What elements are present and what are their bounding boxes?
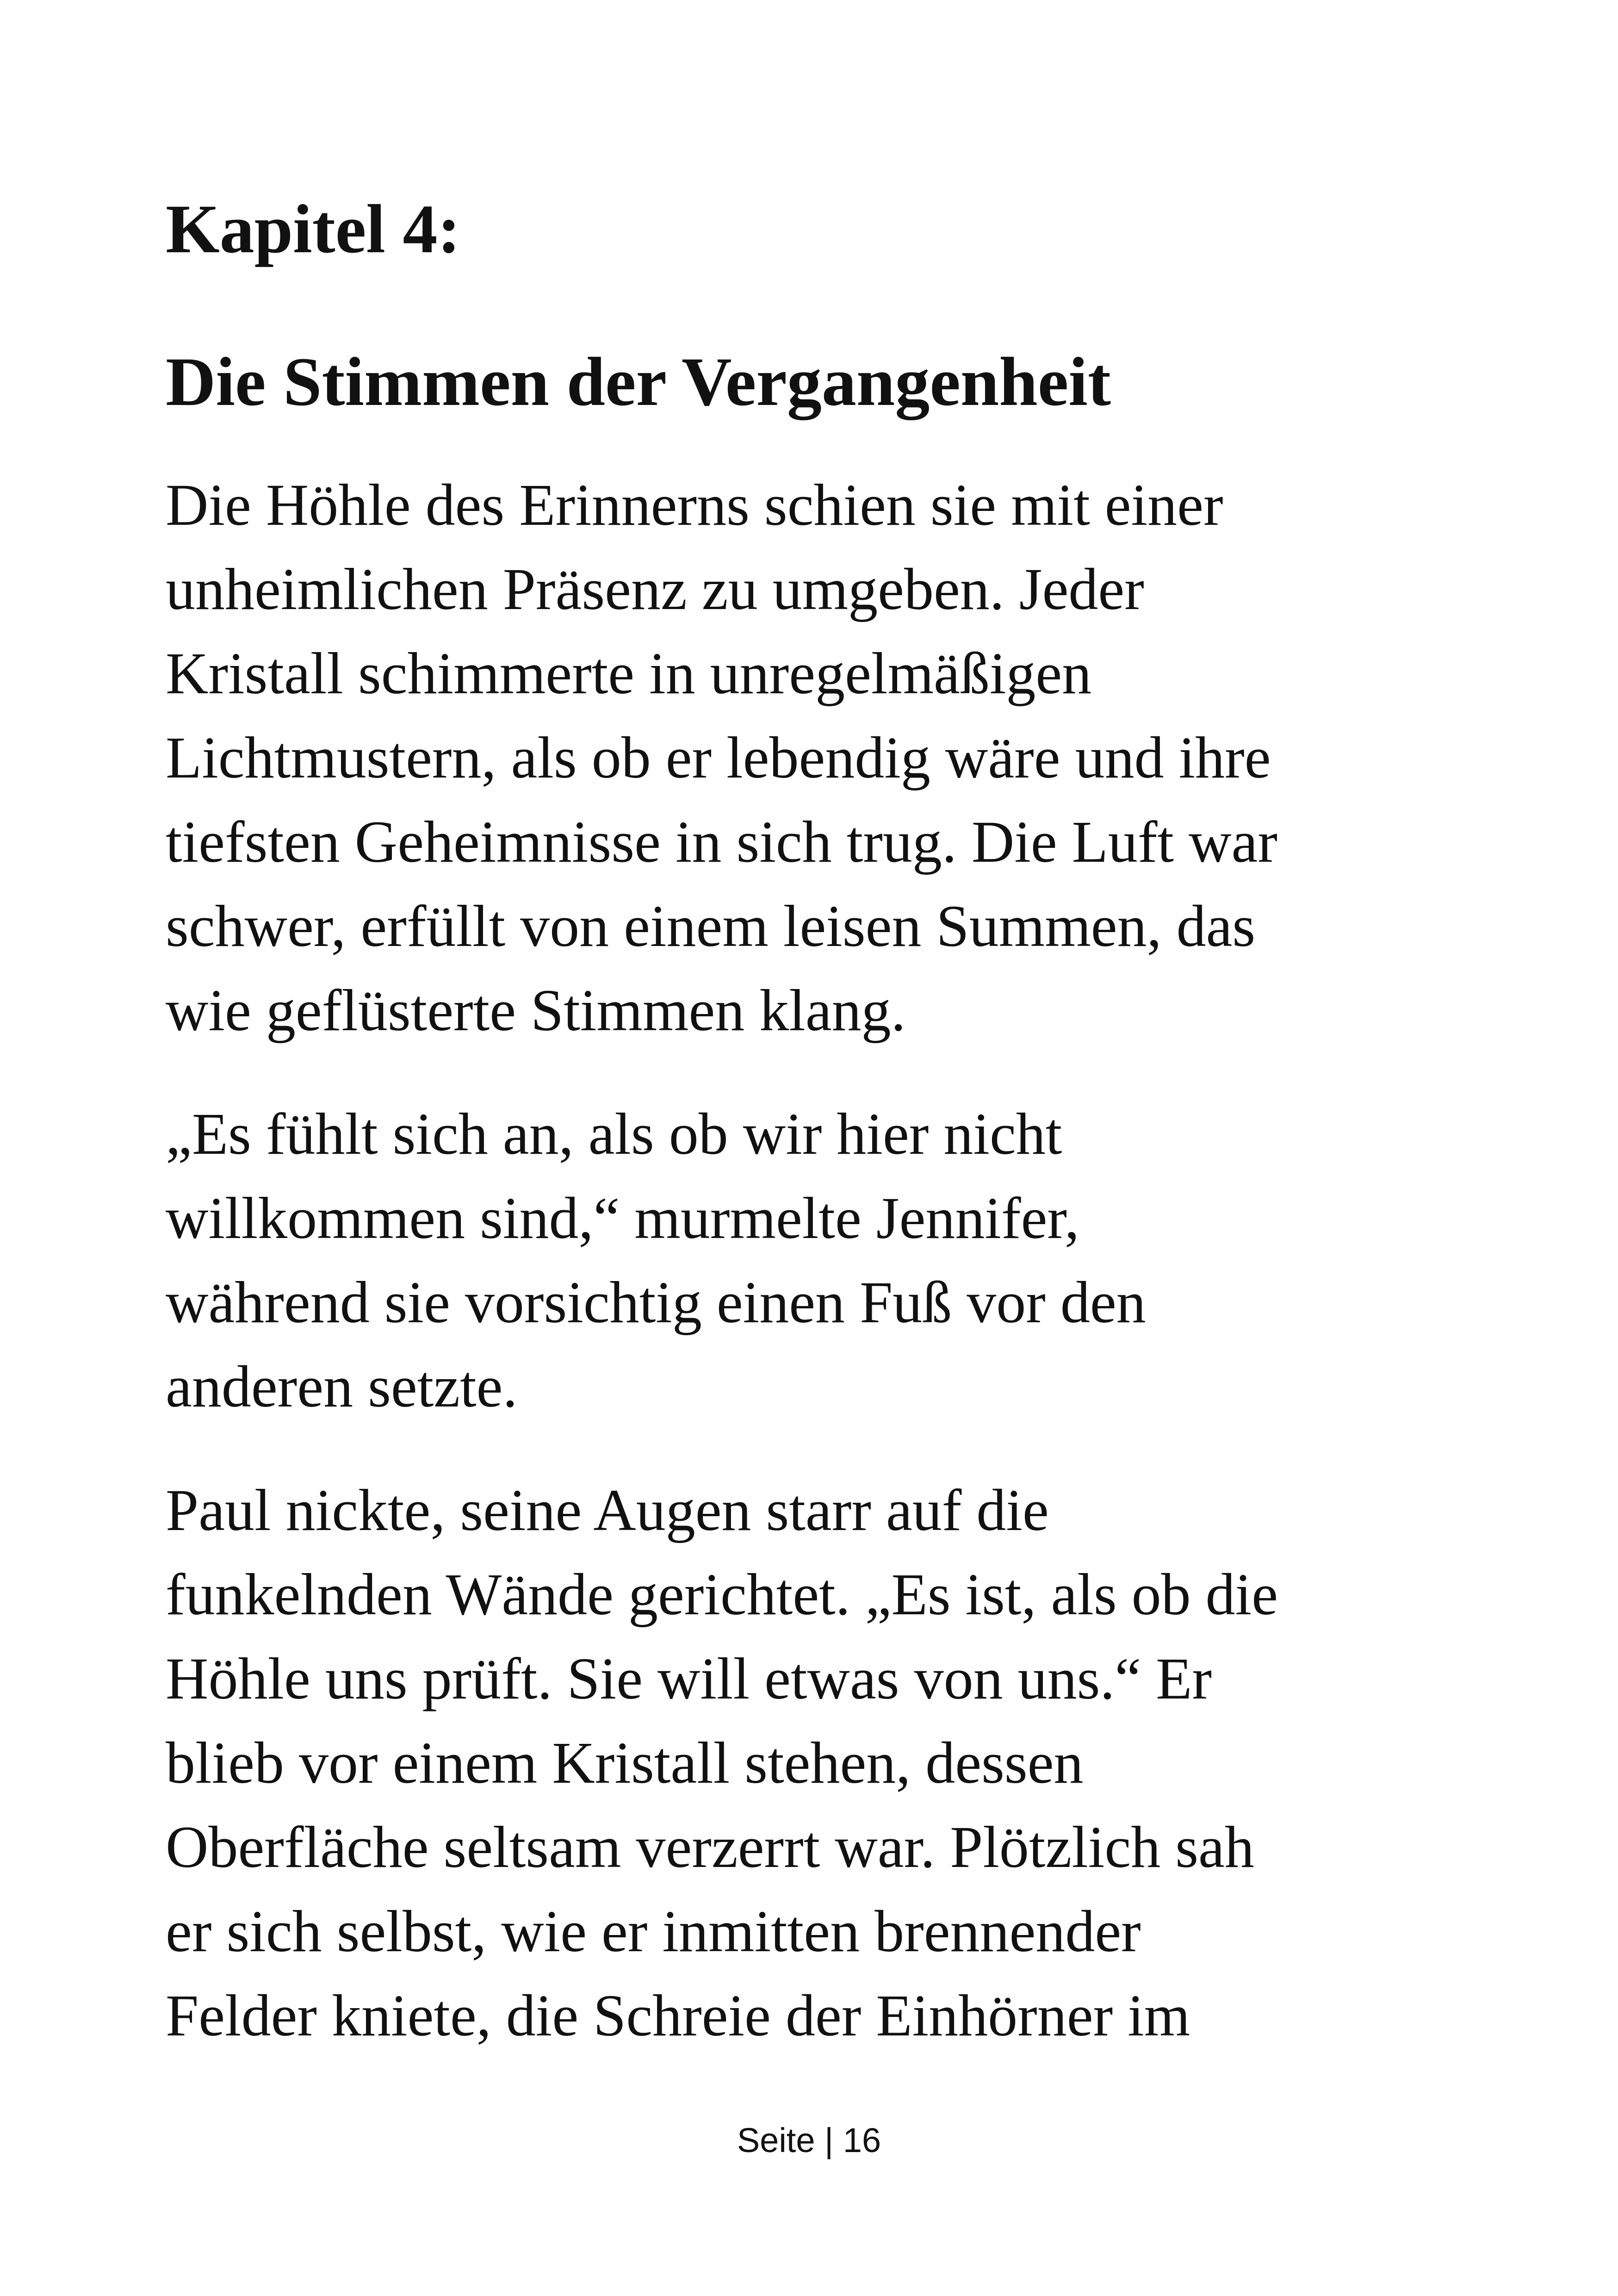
text-line: funkelnden Wände gerichtet. „Es ist, als ob die [166, 1562, 1278, 1627]
text-line: Oberfläche seltsam verzerrt war. Plötzlich sah [166, 1814, 1254, 1880]
text-line: willkommen sind,“ murmelte Jennifer, [166, 1185, 1079, 1251]
text-line: schwer, erfüllt von einem leisen Summen, das [166, 893, 1256, 959]
paragraph-3 [166, 1468, 1489, 2058]
paragraph-1 [166, 463, 1489, 1052]
text-line: anderen setzte. [166, 1354, 518, 1419]
text-line: Höhle uns prüft. Sie will etwas von uns.“ Er [166, 1646, 1212, 1711]
text-line: Felder kniete, die Schreie der Einhörner im [166, 1983, 1190, 2048]
page-content [166, 185, 1489, 2058]
text-line: Kristall schimmerte in unregelmäßigen [166, 641, 1092, 706]
chapter-title: Die Stimmen der Vergangenheit [166, 343, 1111, 420]
text-line: Paul nickte, seine Augen starr auf die [166, 1477, 1049, 1543]
text-line: unheimlichen Präsenz zu umgeben. Jeder [166, 556, 1144, 622]
text-line: wie geflüsterte Stimmen klang. [166, 977, 906, 1043]
text-line: Die Höhle des Erinnerns schien sie mit einer [166, 472, 1223, 538]
page-number: Seite | 16 [737, 2121, 881, 2159]
text-line: tiefsten Geheimnisse in sich trug. Die Luft war [166, 809, 1277, 875]
text-line: blieb vor einem Kristall stehen, dessen [166, 1730, 1084, 1796]
paragraph-2 [166, 1092, 1489, 1429]
text-line: „Es fühlt sich an, als ob wir hier nicht [166, 1101, 1062, 1167]
text-line: während sie vorsichtig einen Fuß vor den [166, 1269, 1146, 1335]
text-line: er sich selbst, wie er inmitten brennender [166, 1898, 1141, 1964]
chapter-label: Kapitel 4: [166, 191, 461, 268]
text-line: Lichtmustern, als ob er lebendig wäre und ihre [166, 725, 1271, 790]
